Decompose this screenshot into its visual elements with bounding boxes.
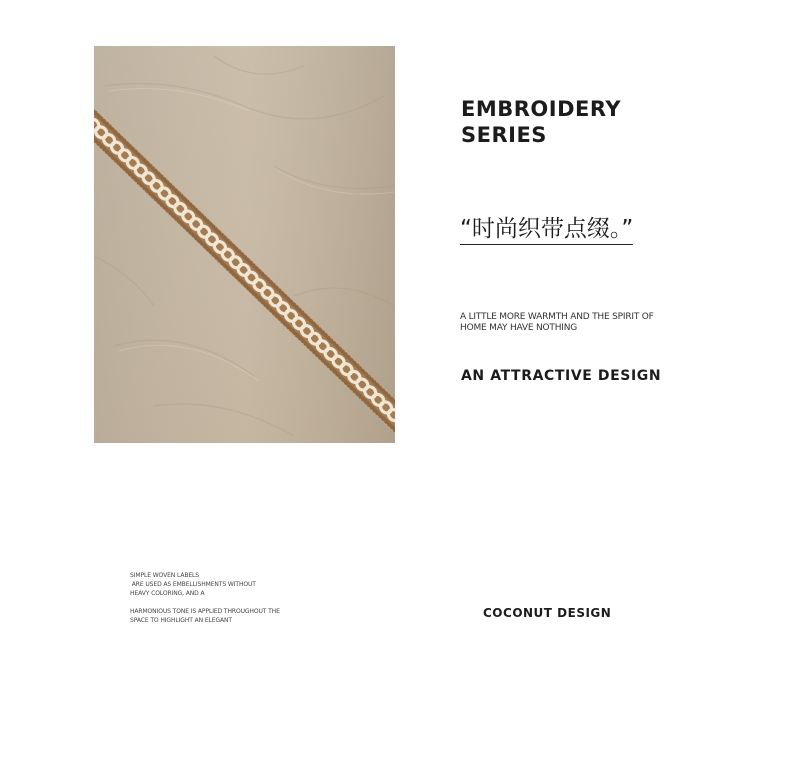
labels-description bbox=[130, 571, 280, 625]
headline: AN ATTRACTIVE DESIGN bbox=[461, 368, 662, 384]
labels-line1: SIMPLE WOVEN LABELS bbox=[130, 572, 199, 579]
chinese-quote: “时尚织带点缀。” bbox=[460, 214, 633, 245]
labels-line3: HEAVY COLORING, AND A bbox=[130, 590, 205, 597]
brand-name: COCONUT DESIGN bbox=[483, 606, 612, 620]
tagline-line2: HOME MAY HAVE NOTHING bbox=[460, 323, 578, 333]
embroidery-fabric-photo bbox=[94, 46, 395, 443]
tagline bbox=[460, 312, 654, 334]
series-title-line2: SERIES bbox=[461, 123, 547, 147]
series-title-line1: EMBROIDERY bbox=[461, 97, 622, 121]
labels-line2: ARE USED AS EMBELLISHMENTS WITHOUT bbox=[130, 581, 256, 588]
labels-line5: SPACE TO HIGHLIGHT AN ELEGANT bbox=[130, 617, 232, 624]
labels-line4: HARMONIOUS TONE IS APPLIED THROUGHOUT THE bbox=[130, 608, 280, 615]
series-title bbox=[461, 96, 621, 148]
tagline-line1: A LITTLE MORE WARMTH AND THE SPIRIT OF bbox=[460, 312, 654, 322]
